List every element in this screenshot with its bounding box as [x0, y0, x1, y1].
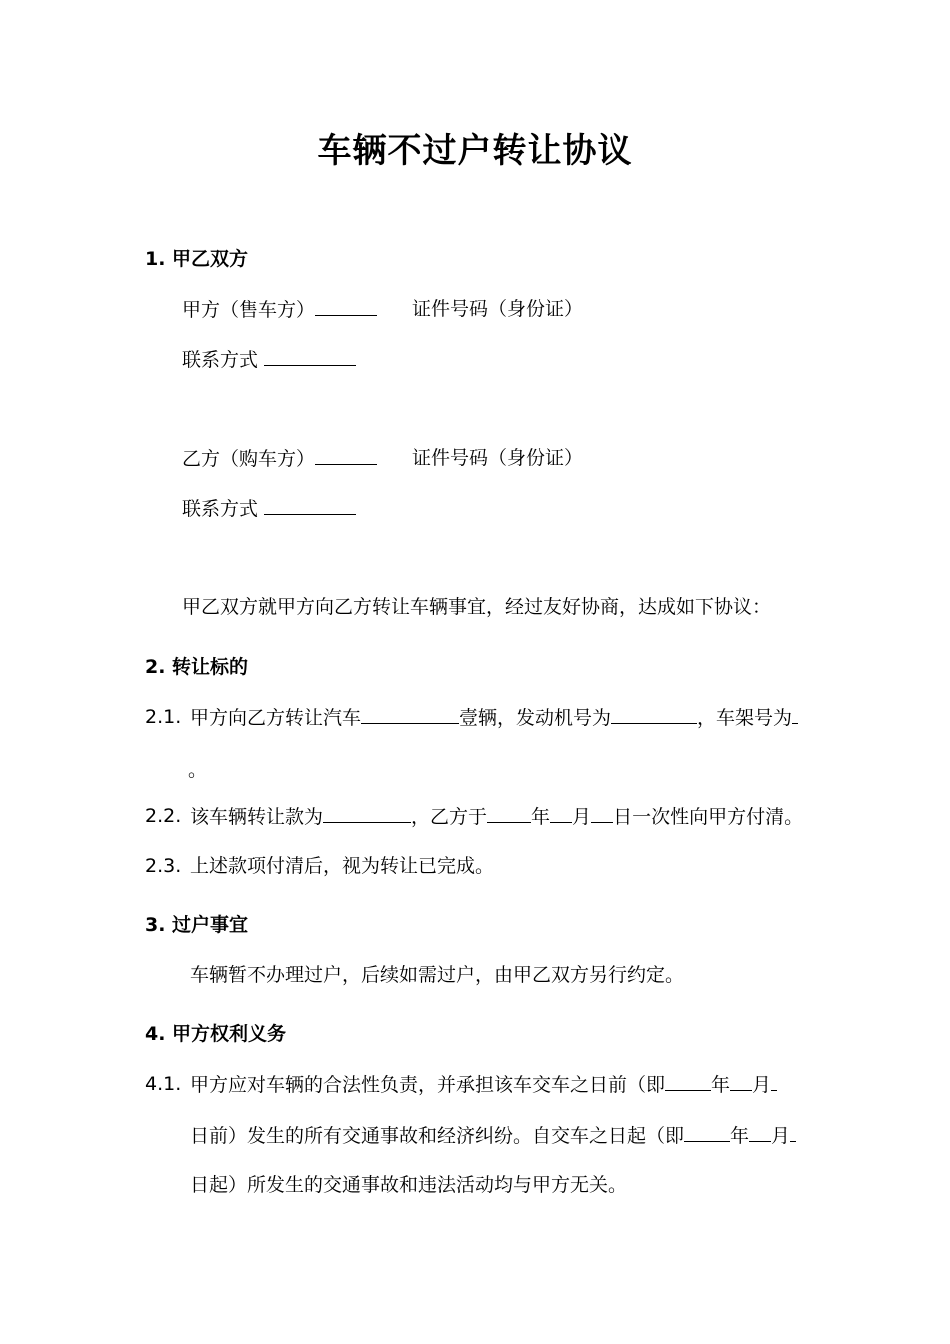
pay-year-label: 年	[531, 806, 551, 828]
contact-b-label: 联系方式	[182, 498, 259, 520]
party-a-label: 甲方（售车方）	[182, 299, 316, 321]
pay-month-label: 月	[572, 806, 592, 828]
clause-2-3-text: 上述款项付清后，视为转让已完成。	[190, 855, 495, 877]
clause-2-1-line	[190, 705, 798, 730]
party-a-blank	[315, 297, 377, 316]
pay-month-blank	[550, 804, 572, 823]
clause-2-2-text-b: ，乙方于	[411, 806, 488, 828]
clause-4-1-line-2	[190, 1123, 796, 1148]
section-1-heading: 1. 甲乙双方	[145, 248, 249, 270]
contact-b-blank	[264, 496, 356, 515]
id-a-label: 证件号码（身份证）	[412, 298, 584, 320]
contact-a-blank	[264, 347, 356, 366]
handover-year-blank	[665, 1072, 711, 1091]
clause-2-1-text-b: 壹辆，发动机号为	[459, 707, 612, 729]
engine-number-blank	[611, 705, 697, 724]
handover2-month-blank	[749, 1123, 771, 1142]
clause-2-2-text-c: 日一次性向甲方付清。	[613, 806, 804, 828]
section-4-heading: 4. 甲方权利义务	[145, 1023, 287, 1045]
clause-2-2-text-a: 该车辆转让款为	[190, 806, 324, 828]
clause-4-1-text-a: 甲方应对车辆的合法性负责，并承担该车交车之日前（即	[190, 1074, 666, 1096]
handover-day-blank	[771, 1072, 777, 1091]
clause-2-3-number: 2.3.	[145, 855, 182, 877]
handover2-month-label: 月	[771, 1125, 791, 1147]
handover2-year-label: 年	[730, 1125, 750, 1147]
price-blank	[323, 804, 411, 823]
handover2-day-blank	[790, 1123, 796, 1142]
clause-2-2-number: 2.2.	[145, 805, 182, 827]
car-model-blank	[361, 705, 459, 724]
section-3-body: 车辆暂不办理过户，后续如需过户，由甲乙双方另行约定。	[190, 964, 685, 986]
handover-month-label: 月	[752, 1074, 772, 1096]
section-2-heading: 2. 转让标的	[145, 656, 249, 678]
clause-2-1-text-c: ，车架号为	[697, 707, 793, 729]
document-title: 车辆不过户转让协议	[317, 131, 633, 171]
party-a-line	[182, 297, 377, 322]
party-b-blank	[315, 446, 377, 465]
clause-2-2-line	[190, 804, 803, 829]
party-b-line	[182, 446, 377, 471]
handover-year-label: 年	[711, 1074, 731, 1096]
clause-2-1-number: 2.1.	[145, 706, 182, 728]
clause-2-1-end: 。	[188, 759, 208, 781]
handover2-year-blank	[684, 1123, 730, 1142]
clause-2-1-text-a: 甲方向乙方转让汽车	[190, 707, 362, 729]
vin-blank	[792, 705, 798, 724]
contact-a-label: 联系方式	[182, 349, 259, 371]
clause-4-1-text-b: 日前）发生的所有交通事故和经济纠纷。自交车之日起（即	[190, 1125, 685, 1147]
section-3-heading: 3. 过户事宜	[145, 914, 249, 936]
handover-month-blank	[730, 1072, 752, 1091]
contact-a-line	[182, 347, 356, 372]
pay-day-blank	[591, 804, 613, 823]
id-b-label: 证件号码（身份证）	[412, 447, 584, 469]
intro-paragraph: 甲乙双方就甲方向乙方转让车辆事宜，经过友好协商，达成如下协议：	[182, 596, 772, 618]
contact-b-line	[182, 496, 356, 521]
clause-4-1-line-1	[190, 1072, 777, 1097]
clause-4-1-line-3: 日起）所发生的交通事故和违法活动均与甲方无关。	[190, 1174, 628, 1196]
clause-4-1-number: 4.1.	[145, 1073, 182, 1095]
party-b-label: 乙方（购车方）	[182, 448, 316, 470]
pay-year-blank	[487, 804, 531, 823]
